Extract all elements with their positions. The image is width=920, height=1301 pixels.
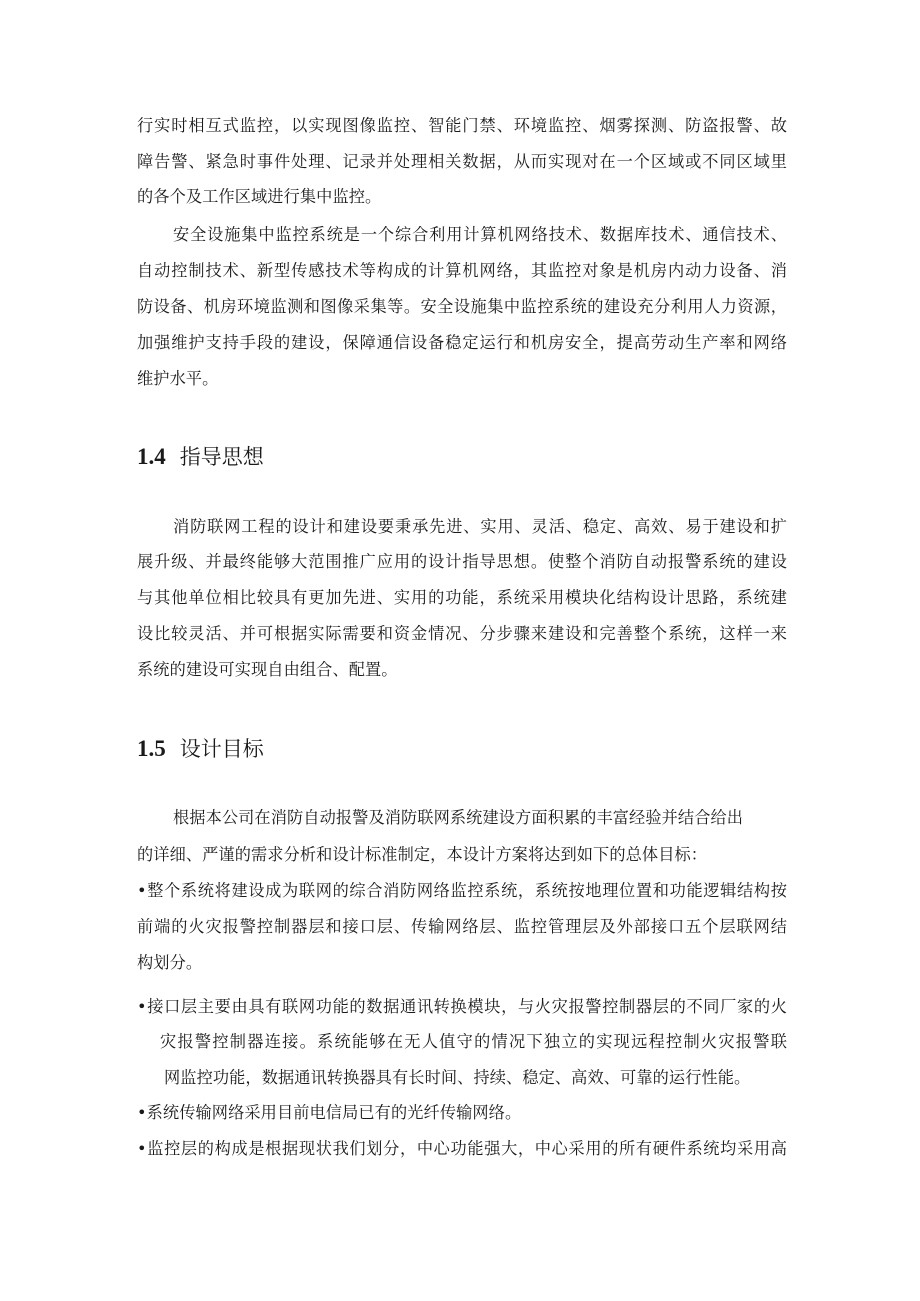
section-title: 指导思想 <box>179 445 264 469</box>
para2-line-5: 维护水平。 <box>137 369 219 388</box>
bullet-1-line-3: 构划分。 <box>137 953 203 972</box>
para3-line-3: 与其他单位相比较具有更加先进、实用的功能，系统采用模块化结构设计思路，系统建 <box>137 588 787 607</box>
para3-line-1: 消防联网工程的设计和建设要秉承先进、实用、灵活、稳定、高效、易于建设和扩 <box>173 517 787 536</box>
para1-line-1: 行实时相互式监控，以实现图像监控、智能门禁、环境监控、烟雾探测、防盗报警、故 <box>137 116 787 135</box>
section-number: 1.5 <box>137 736 166 761</box>
bullet-2-line-2: 灾报警控制器连接。系统能够在无人值守的情况下独立的实现远程控制火灾报警联 <box>160 1032 787 1051</box>
para4-line-2: 的详细、严谨的需求分析和设计标准制定，本设计方案将达到如下的总体目标： <box>137 845 708 864</box>
para3-line-2: 展升级、并最终能够大范围推广应用的设计指导思想。使整个消防自动报警系统的建设 <box>137 552 787 571</box>
para1-line-2: 障告警、紧急时事件处理、记录并处理相关数据，从而实现对在一个区域或不同区域里 <box>137 152 787 171</box>
para2-line-1: 安全设施集中监控系统是一个综合利用计算机网络技术、数据库技术、通信技术、 <box>173 225 787 244</box>
para4-line-1: 根据本公司在消防自动报警及消防联网系统建设方面积累的丰富经验并结合给出 <box>173 808 744 827</box>
bullet-1-line-2: 前端的火灾报警控制器层和接口层、传输网络层、监控管理层及外部接口五个层联网结 <box>137 917 787 936</box>
para2-line-3: 防设备、机房环境监测和图像采集等。安全设施集中监控系统的建设充分利用人力资源， <box>137 297 787 316</box>
para2-line-4: 加强维护支持手段的建设，保障通信设备稳定运行和机房安全，提高劳动生产率和网络 <box>137 333 787 352</box>
section-number: 1.4 <box>137 444 166 469</box>
bullet-2-line-1: •接口层主要由具有联网功能的数据通讯转换模块，与火灾报警控制器层的不同厂家的火 <box>137 997 787 1016</box>
bullet-1-line-1: •整个系统将建设成为联网的综合消防网络监控系统，系统按地理位置和功能逻辑结构按 <box>137 881 787 900</box>
para2-line-2: 自动控制技术、新型传感技术等构成的计算机网络，其监控对象是机房内动力设备、消 <box>137 261 787 280</box>
bullet-3-line-1: •系统传输网络采用目前电信局已有的光纤传输网络。 <box>137 1103 522 1122</box>
bullet-2-line-3: 网监控功能，数据通讯转换器具有长时间、持续、稳定、高效、可靠的运行性能。 <box>164 1068 751 1087</box>
section-title: 设计目标 <box>179 737 264 761</box>
para3-line-4: 设比较灵活、并可根据实际需要和资金情况、分步骤来建设和完善整个系统，这样一来 <box>137 624 787 643</box>
bullet-4-line-1: •监控层的构成是根据现状我们划分，中心功能强大，中心采用的所有硬件系统均采用高 <box>137 1139 787 1158</box>
para1-line-3: 的各个及工作区域进行集中监控。 <box>137 187 382 206</box>
section-heading-1-4 <box>137 443 264 472</box>
para3-line-5: 系统的建设可实现自由组合、配置。 <box>137 660 398 679</box>
section-heading-1-5 <box>137 735 264 764</box>
